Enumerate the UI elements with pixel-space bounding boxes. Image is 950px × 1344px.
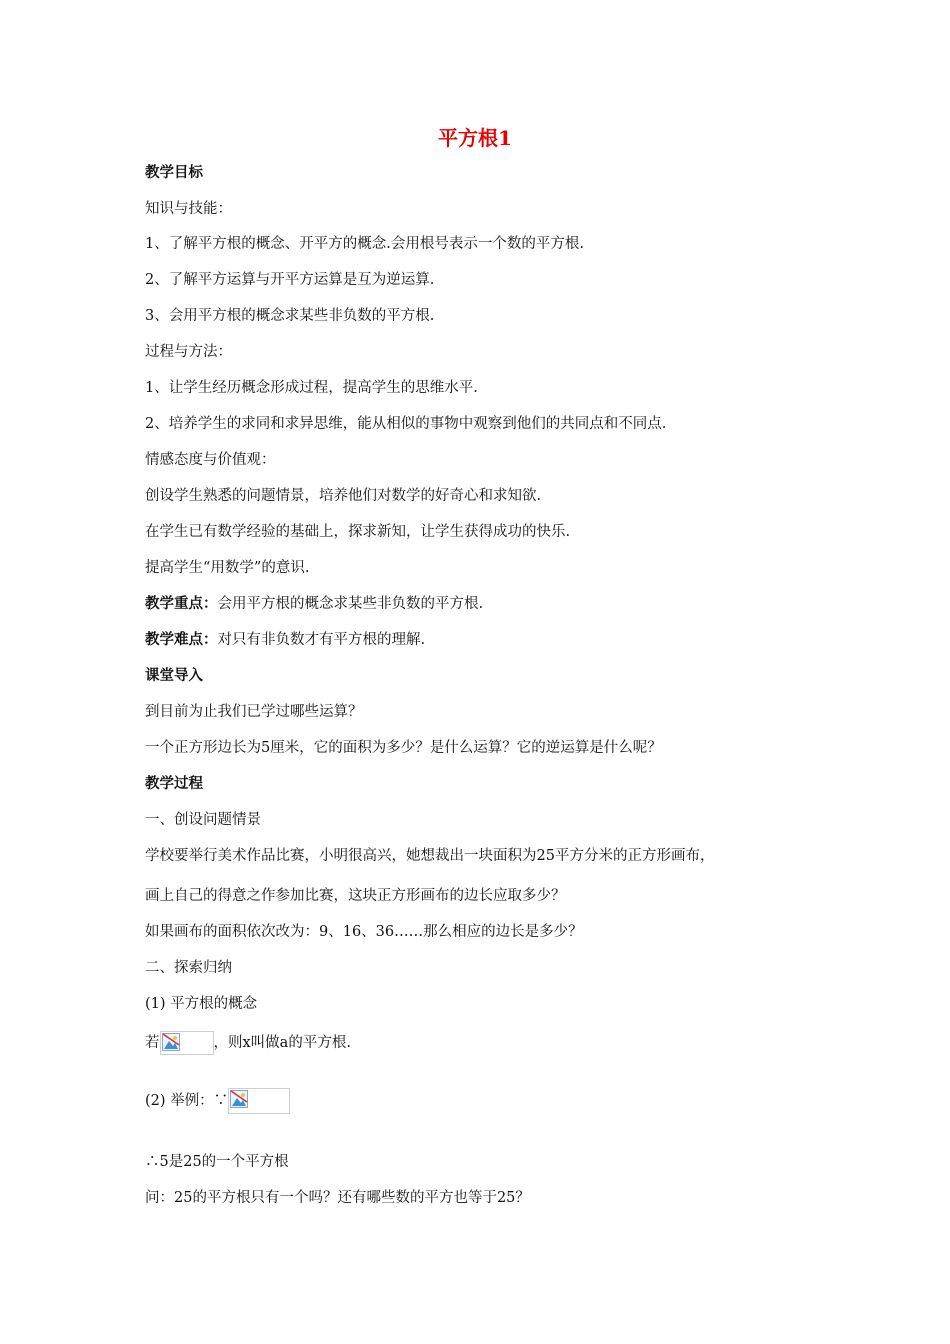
therefore-line: ∴5是25的一个平方根 — [145, 1154, 289, 1170]
difficulty-text: 对只有非负数才有平方根的理解. — [217, 632, 426, 648]
emotion-item-1: 创设学生熟悉的问题情景，培养他们对数学的好奇心和求知欲. — [145, 488, 542, 504]
difficulty-label: 教学难点： — [145, 631, 218, 648]
emotion-item-3: 提高学生“用数学”的意识. — [145, 560, 310, 576]
intro-question-1: 到目前为止我们已学过哪些运算？ — [145, 704, 363, 720]
definition-prefix: 若 — [145, 1035, 160, 1051]
broken-image-icon — [228, 1088, 290, 1114]
knowledge-item-1: 1、了解平方根的概念、开平方的概念.会用根号表示一个数的平方根. — [145, 236, 584, 252]
definition-suffix: ，则x叫做a的平方根. — [213, 1035, 351, 1051]
example-prefix: (2) 举例：∵ — [145, 1093, 229, 1109]
difficulty — [145, 630, 425, 650]
definition-line — [145, 1030, 351, 1056]
process-item-1: 1、让学生经历概念形成过程，提高学生的思维水平. — [145, 380, 478, 396]
section-heading-process: 教学过程 — [145, 775, 203, 792]
process-section-1-paragraph-3: 如果画布的面积依次改为：9、16、36……那么相应的边长是多少？ — [145, 924, 583, 940]
subheading-process: 过程与方法： — [145, 344, 232, 360]
intro-question-2: 一个正方形边长为5厘米，它的面积为多少？是什么运算？它的逆运算是什么呢？ — [145, 740, 662, 756]
broken-image-icon — [160, 1031, 214, 1055]
key-point — [145, 594, 483, 614]
process-section-1-heading: 一、创设问题情景 — [145, 812, 261, 828]
key-point-text: 会用平方根的概念求某些非负数的平方根. — [217, 596, 484, 612]
section-heading-goals: 教学目标 — [145, 164, 203, 181]
knowledge-item-3: 3、会用平方根的概念求某些非负数的平方根. — [145, 308, 435, 324]
example-line — [145, 1088, 290, 1114]
process-item-2: 2、培养学生的求同和求异思维，能从相似的事物中观察到他们的共同点和不同点. — [145, 416, 667, 432]
emotion-item-2: 在学生已有数学经验的基础上，探求新知，让学生获得成功的快乐. — [145, 524, 571, 540]
document-title: 平方根1 — [438, 126, 512, 150]
square-root-concept-heading: (1) 平方根的概念 — [145, 996, 258, 1012]
knowledge-item-2: 2、了解平方运算与开平方运算是互为逆运算. — [145, 272, 435, 288]
process-section-1-paragraph-1: 学校要举行美术作品比赛，小明很高兴，她想裁出一块面积为25平方分米的正方形画布， — [145, 848, 715, 864]
key-point-label: 教学重点： — [145, 595, 218, 612]
section-heading-intro: 课堂导入 — [145, 667, 203, 684]
process-section-2-heading: 二、探索归纳 — [145, 960, 232, 976]
subheading-emotion: 情感态度与价值观： — [145, 452, 276, 468]
subheading-knowledge: 知识与技能： — [145, 201, 232, 217]
process-section-1-paragraph-2: 画上自己的得意之作参加比赛，这块正方形画布的边长应取多少？ — [145, 888, 566, 904]
follow-up-question: 问：25的平方根只有一个吗？还有哪些数的平方也等于25？ — [145, 1190, 530, 1206]
